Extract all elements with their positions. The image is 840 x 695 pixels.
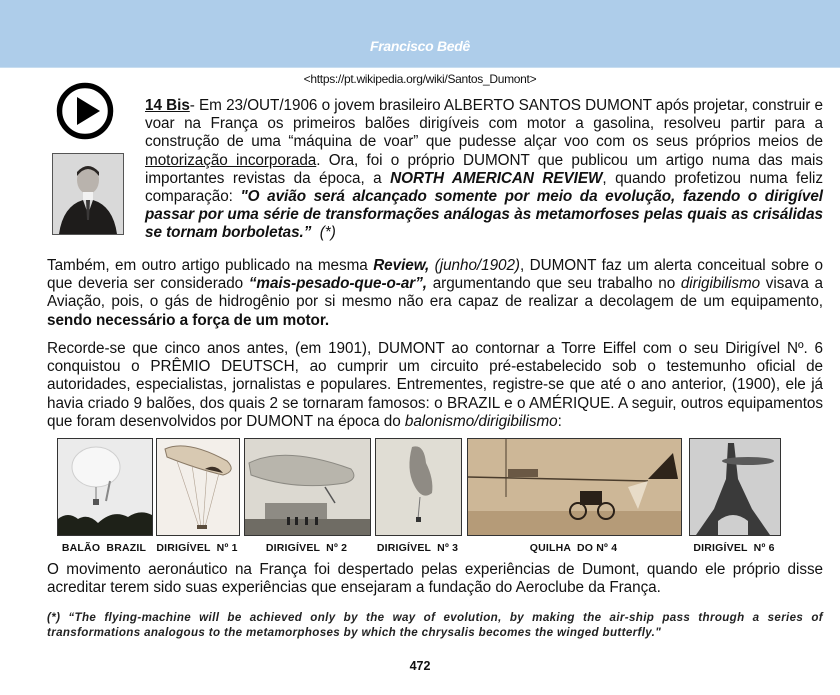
text-run: , DUMONT faz um alerta conceitual sobre o que deveria ser considerado [47,257,823,293]
author-title: Francisco Bedê [369,38,471,54]
section-title-14bis: 14 Bis [145,97,190,114]
footnote-ref: (*) [311,224,336,242]
source-url[interactable]: <https://pt.wikipedia.org/wiki/Santos_Dumont> [303,72,537,86]
paragraph-14bis [145,97,823,243]
footnote: (*) “The flying-machine will be achieved only by the way of evolution, by making the air-ship pass through a series of transformations analogous to the metamorphoses by which the chrysalis becomes the winged butterfly." [47,611,823,639]
caption-dirigivel-1: DIRIGÍVEL Nº 1 [156,542,238,554]
photo-dirigivel-2 [244,438,371,536]
paragraph-deutsch-prize [47,340,823,431]
paragraph-review [47,257,823,330]
photo-dirigivel-6 [689,438,781,536]
balonismo-term: balonismo/dirigibilismo [404,412,558,430]
caption-balao-brazil: BALÃO BRAZIL [61,542,147,554]
heavier-than-air: “mais-pesado-que-o-ar”, [248,275,428,293]
play-circle-icon[interactable] [56,82,114,140]
page-number: 472 [409,659,431,673]
text-run: - Em 23/OUT/1906 o jovem brasileiro ALBERTO SANTOS DUMONT após projetar, construir e voar na França os primeiros balões dirigíveis com motor a gasolina, resolveu partir para a construção de uma “máquina de voar” que pudesse alçar voo com os seus próprios meios de [145,97,823,151]
caption-dirigivel-2: DIRIGÍVEL Nº 2 [265,542,348,554]
text-run: , quando profetizou numa feliz comparação: [145,169,823,206]
magazine-name: NORTH AMERICAN REVIEW [390,169,603,187]
review-name: Review, [373,257,430,274]
header-banner [0,0,840,68]
caption-dirigivel-6: DIRIGÍVEL Nº 6 [693,542,775,554]
text-run: Também, em outro artigo publicado na mesma [47,257,374,274]
photo-dirigivel-1 [156,438,240,536]
portrait-photo [52,153,124,235]
text-run: . Ora, foi o próprio DUMONT que publicou um artigo numa das mais importantes revistas da época, a [145,151,823,187]
dumont-quote: "O avião será alcançado somente por meio da evolução, fazendo o dirigível passar por uma série de transformações análogas às metamorfoses pelas quais as crisálidas se tornam borboletas.” [145,188,823,242]
text-run: visava a Aviação, pois, o gás de hidrogênio por si mesmo não era capaz de realizar a decolagem de um equipamento, [47,275,823,311]
text-run: argumentando que seu trabalho no [427,275,681,293]
motor-emphasis: sendo necessário a força de um motor. [47,311,330,329]
caption-quilha-4: QUILHA DO Nº 4 [529,542,618,554]
paragraph-aeroclube: O movimento aeronáutico na França foi despertado pelas experiências de Dumont, quando ele próprio disse acreditar terem sido suas experiências que ensejaram a fundação do Aeroclube da França. [47,561,823,597]
photo-quilha-4 [467,438,682,536]
text-run: Recorde-se que cinco anos antes, (em 1901), DUMONT ao contornar a Torre Eiffel com o seu Dirigível Nº. 6 conquistou o PRÊMIO DEUTSCH, ao cumprir um circuito pré-estabelecido sob o testemunho oficial de autoridades, especialistas, jornalistas e populares. Entrementes, registre-se que até o ano anterior, (1900), ele já havia criado 9 balões, dos quais 2 se tornaram famosos: o BRAZIL e o AMÉRIQUE. A seguir, outros equipamentos que foram desenvolvidos por DUMONT na época do [47,340,823,430]
review-date: (junho/1902) [429,257,520,274]
dirigibilismo-term: dirigibilismo [680,275,761,293]
caption-dirigivel-3: DIRIGÍVEL Nº 3 [376,542,459,554]
photo-dirigivel-3 [375,438,462,536]
text-run: : [557,412,562,430]
photo-balao-brazil [57,438,153,536]
underlined-text: motorização incorporada [145,151,317,169]
